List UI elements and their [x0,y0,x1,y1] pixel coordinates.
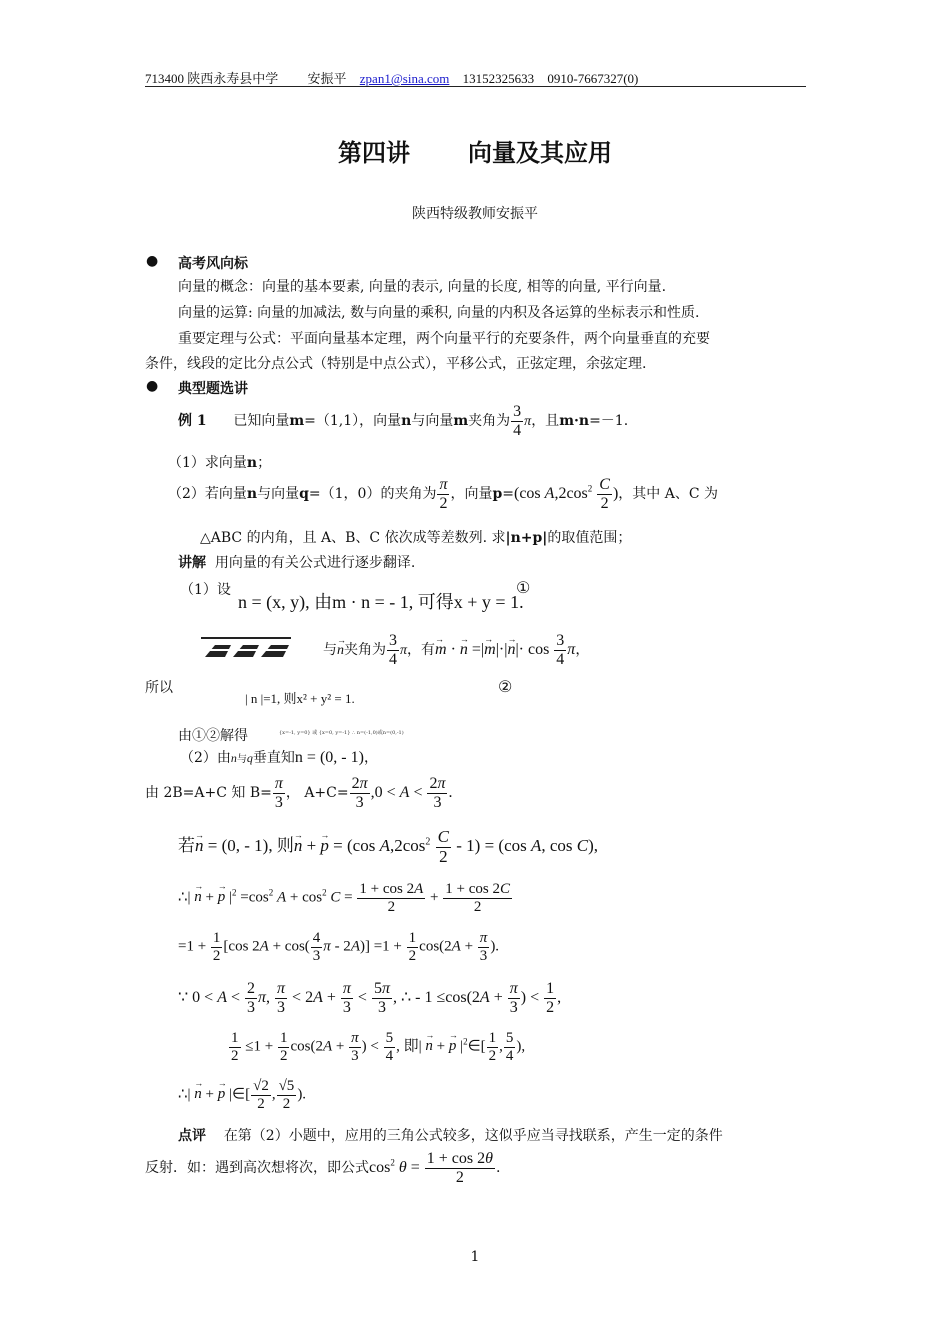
circle-1-marker: ① [516,578,531,597]
header-tel: 0910-7667327(0) [547,71,639,86]
question-2-line-2: △ABC 的内角，且 A、B、C 依次成等差数列. 求|n+p|的取值范围； [200,530,632,546]
question-1: （1）求向量n； [168,455,272,471]
bound-equation: $\frac{1}{2}$ ≤1 + $\frac{1}{2}$ cos(2A + $\frac{\pi}{3}$ ) < $\frac{5}{4}$ , 即| → n + → p $|^2\in$[ $\frac{1}{2}$ , $\frac{5}{4}$ ), [228,1030,525,1064]
example-text-b: =（1,1），向量 [304,413,402,430]
b-angle-line: 由 2B=A+C 知 B= $\frac{\pi}{3}$ ， A+C= $\frac{2\pi}{3}$ ,0 < A < $\frac{2\pi}{3}$ . [145,775,453,811]
step-1-prefix: （1）设 [180,582,231,598]
example-text-e: ，且 [531,413,560,430]
mn-bold: m·n [559,413,590,430]
title-right: 向量及其应用 [468,139,612,167]
m-bold-2: m [453,413,469,430]
header-zip: 713400 [145,71,184,86]
header-name: 安振平 [307,71,347,86]
theorem-line-1: 重要定理与公式：平面向量基本定理，两个向量平行的充要条件，两个向量垂直的充要 [178,331,710,347]
if-n-equation: 若→ n = (0, - 1), 则→ n + → p = (cos $A,2\cos^2$ $\frac{C}{2}$ - 1) = (cos A, cos C), [178,828,598,866]
section-wind: 高考风向标 [178,256,248,272]
section-typical: 典型题选讲 [178,381,248,397]
page-title [0,133,950,168]
page-header [145,68,638,87]
fraction-pi-2: $\frac{\pi}{2}$ [439,476,448,512]
fraction-3-4-pi: $\frac{3}{4}$ [513,403,522,439]
ops-line: 向量的运算: 向量的加减法, 数与向量的乘积, 向量的内积及各运算的坐标表示和性质. [178,305,700,321]
half-angle-formula: $\cos^2 \theta$ = $\frac{1 + \cos 2\theta}{2}$ [369,1150,493,1186]
header-email-link[interactable]: zpan1@sina.com [359,71,450,86]
concept-line: 向量的概念：向量的基本要素, 向量的表示, 向量的长度, 相等的向量, 平行向量. [178,279,667,295]
angle-statement: 与→ n夹角为 $\frac{3}{4}$ π，有→ m · → n =|→ m|·|→ n|· cos $\frac{3}{4}$ π， [323,632,589,669]
page-number: 1 [470,1249,480,1265]
comment-line-1: 点评 在第（2）小题中，应用的三角公式较多，这似乎应当寻找联系，产生一定的条件 [178,1128,723,1144]
bullet-icon: ● [146,378,159,394]
title-left: 第四讲 [338,139,410,167]
example-text-c: 与向量 [411,413,454,430]
magnitude-equation: ∴| → n + → p $|^2 =\cos^2$ $A + \cos^2 C$ = $\frac{1 + \cos 2A}{2}$ + $\frac{1 + \cos 2C}{2}$ [178,881,513,915]
header-rule [145,86,806,87]
example-text-d: 夹角为 [468,413,511,430]
question-2-line-1: （2）若向量n与向量q=（1，0）的夹角为 $\frac{\pi}{2}$ ，向量p=(cos $A,2\cos^2$ $\frac{C}{2}$ )，其中 A、C 为 [168,476,718,512]
step-2-line: （2）由n与q垂直知n = (0, - 1)， [180,749,378,766]
example-text-f: =－1. [589,413,629,430]
solution-intro: 讲解 用向量的有关公式进行逐步翻译. [178,555,416,571]
comment-line-2: 反射．如：遇到高次想将次，即公式$\cos^2 \theta$ = $\frac{1 + \cos 2\theta}{2}$ . [145,1150,501,1186]
suoyi-label: 所以 [145,680,173,696]
example-text-a: 已知向量 [233,413,290,430]
circle-2-marker: ② [498,677,513,696]
step-1-equation: n = (x, y), 由m · n = - 1, 可得x + y = 1. [238,592,524,612]
solve-prefix: 由①②解得 [178,728,248,744]
simplify-equation: =1 + $\frac{1}{2}$ [cos 2A + cos( $\frac{4}{3}$ π - 2A)] =1 + $\frac{1}{2}$ cos(2A + $\frac{\pi}{3}$ ). [178,930,500,964]
author-line: 陕西特级教师安振平 [412,206,538,222]
header-school: 陕西永寿县中学 [187,71,279,86]
bullet-icon: ● [146,253,159,269]
final-range-equation: ∴| → n + → p |∈[ $\frac{√2}{2}$ , $\frac{√5}{2}$ ). [178,1078,306,1112]
theorem-line-2: 条件，线段的定比分点公式（特别是中点公式），平移公式，正弦定理，余弦定理. [145,356,647,372]
tiny-solution: {x=-1, y=0} 或 {x=0, y=-1} ∴ n=(-1,0)或n=(0,-1) [279,730,404,736]
n-bold: n [401,413,412,430]
vector-p-formula: (cos $A,2\cos^2$ $\frac{C}{2}$ ) [514,476,619,512]
example-label: 例 1 [178,413,207,430]
range-equation: ∵ 0 < A < $\frac{2}{3}$ π, $\frac{\pi}{3}$ < 2A + $\frac{\pi}{3}$ < $\frac{5\pi}{3}$ , ∴ - 1 ≤cos(2A + $\frac{\pi}{3}$ ) < $\frac{1}{2}$ , [178,980,562,1016]
illegible-image-fragment [201,637,291,659]
equation-2: | n |=1, 则x² + y² = 1. [245,691,355,706]
example-1-statement: 例 1 已知向量m=（1,1），向量n与向量m夹角为 $\frac{3}{4}$ π，且m·n=－1. [178,403,629,439]
m-bold: m [289,413,305,430]
header-phone: 13152325633 [462,71,535,86]
